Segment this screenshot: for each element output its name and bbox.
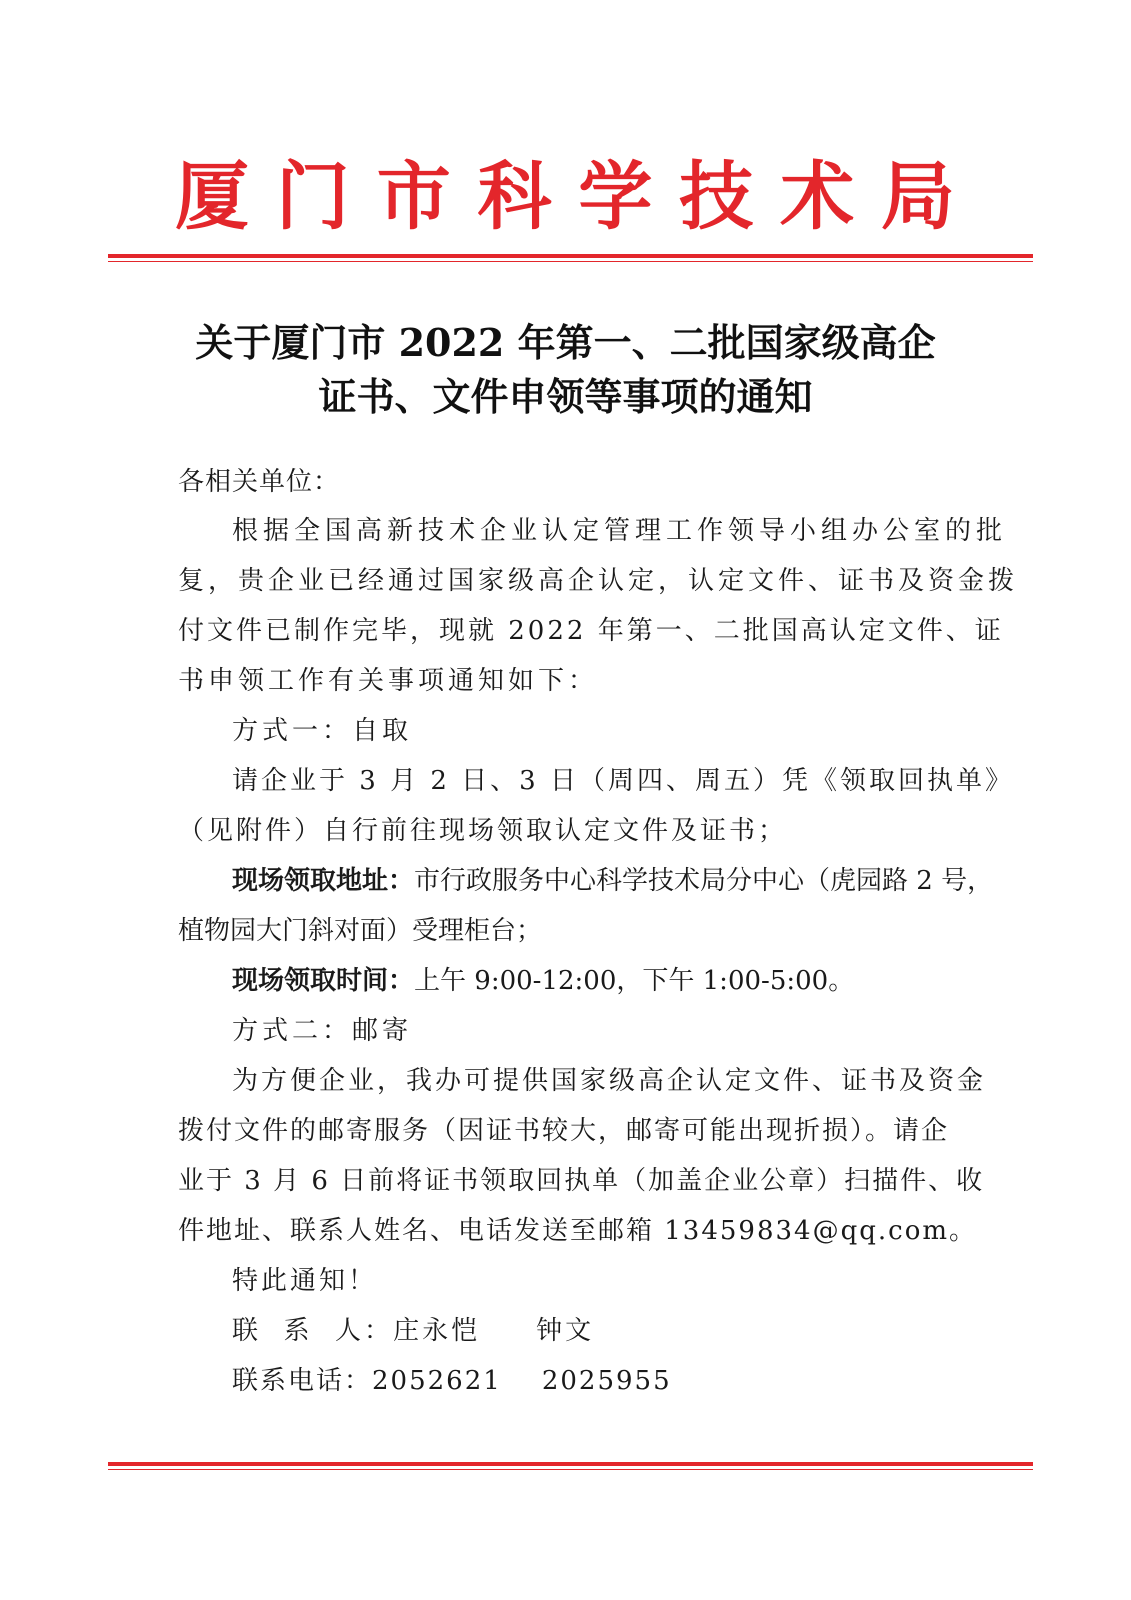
phone-label: 联系电话：	[232, 1366, 373, 1396]
closing: 特此通知！	[232, 1266, 378, 1296]
masthead-char: 科	[477, 154, 552, 240]
contact-label: 联 系 人：	[232, 1316, 394, 1346]
pickup-time-text: 上午 9:00-12:00，下午 1:00-5:00。	[414, 966, 855, 996]
contact-person: 钟文	[536, 1316, 595, 1346]
footer-red-rule-thin	[108, 1469, 1033, 1470]
document-title-line-1: 关于厦门市 2022 年第一、二批国家级高企	[195, 320, 936, 365]
masthead-char: 市	[376, 154, 451, 240]
header-red-rule-thin	[108, 261, 1033, 262]
paragraph-line: 请企业于 3 月 2 日、3 日（周四、周五）凭《领取回执单》	[232, 766, 1014, 796]
pickup-address-label: 现场领取地址：	[232, 866, 415, 896]
footer-red-rule	[108, 1462, 1033, 1466]
masthead-char: 门	[275, 154, 350, 240]
paragraph-text: 根据全国高新技术企业认定管理工作领导小组办公室的批	[232, 516, 1008, 546]
masthead-char: 术	[780, 154, 855, 240]
contact-person: 庄永恺	[393, 1316, 481, 1346]
phone-number: 2025955	[541, 1366, 672, 1396]
pickup-address-text: 市行政服务中心科学技术局分中心（虎园路 2 号，	[414, 866, 994, 896]
method-1-heading: 方式一：自取	[232, 716, 413, 746]
paragraph-line: （见附件）自行前往现场领取认定文件及证书；	[178, 816, 788, 846]
masthead-char: 学	[578, 154, 653, 240]
header-red-rule	[108, 254, 1033, 258]
paragraph-line	[232, 511, 1008, 551]
salutation: 各相关单位：	[178, 467, 341, 497]
paragraph-line: 植物园大门斜对面）受理柜台；	[178, 916, 543, 946]
method-2-heading: 方式二：邮寄	[232, 1016, 413, 1046]
paragraph-line: 付文件已制作完毕，现就 2022 年第一、二批国高认定文件、证	[178, 616, 1004, 646]
pickup-time-label: 现场领取时间：	[232, 966, 415, 996]
document-title-line-2: 证书、文件申领等事项的通知	[318, 374, 813, 419]
paragraph-line: 为方便企业，我办可提供国家级高企认定文件、证书及资金	[232, 1066, 987, 1096]
pickup-time	[232, 961, 854, 1001]
masthead-org-name	[175, 152, 955, 242]
paragraph-line: 书申领工作有关事项通知如下：	[178, 666, 599, 696]
paragraph-line: 复，贵企业已经通过国家级高企认定，认定文件、证书及资金拨	[178, 566, 1019, 596]
contact-phones	[232, 1361, 672, 1401]
paragraph-line: 业于 3 月 6 日前将证书领取回执单（加盖企业公章）扫描件、收	[178, 1166, 985, 1196]
paragraph-line: 拨付文件的邮寄服务（因证书较大，邮寄可能出现折损）。请企	[178, 1116, 950, 1146]
masthead-char: 技	[679, 154, 754, 240]
phone-number: 2052621	[372, 1366, 502, 1396]
contact-persons	[232, 1311, 594, 1351]
pickup-address	[232, 861, 993, 901]
masthead-char: 厦	[175, 154, 249, 240]
masthead-char: 局	[880, 154, 955, 240]
paragraph-line: 件地址、联系人姓名、电话发送至邮箱 13459834@qq.com。	[178, 1216, 978, 1246]
